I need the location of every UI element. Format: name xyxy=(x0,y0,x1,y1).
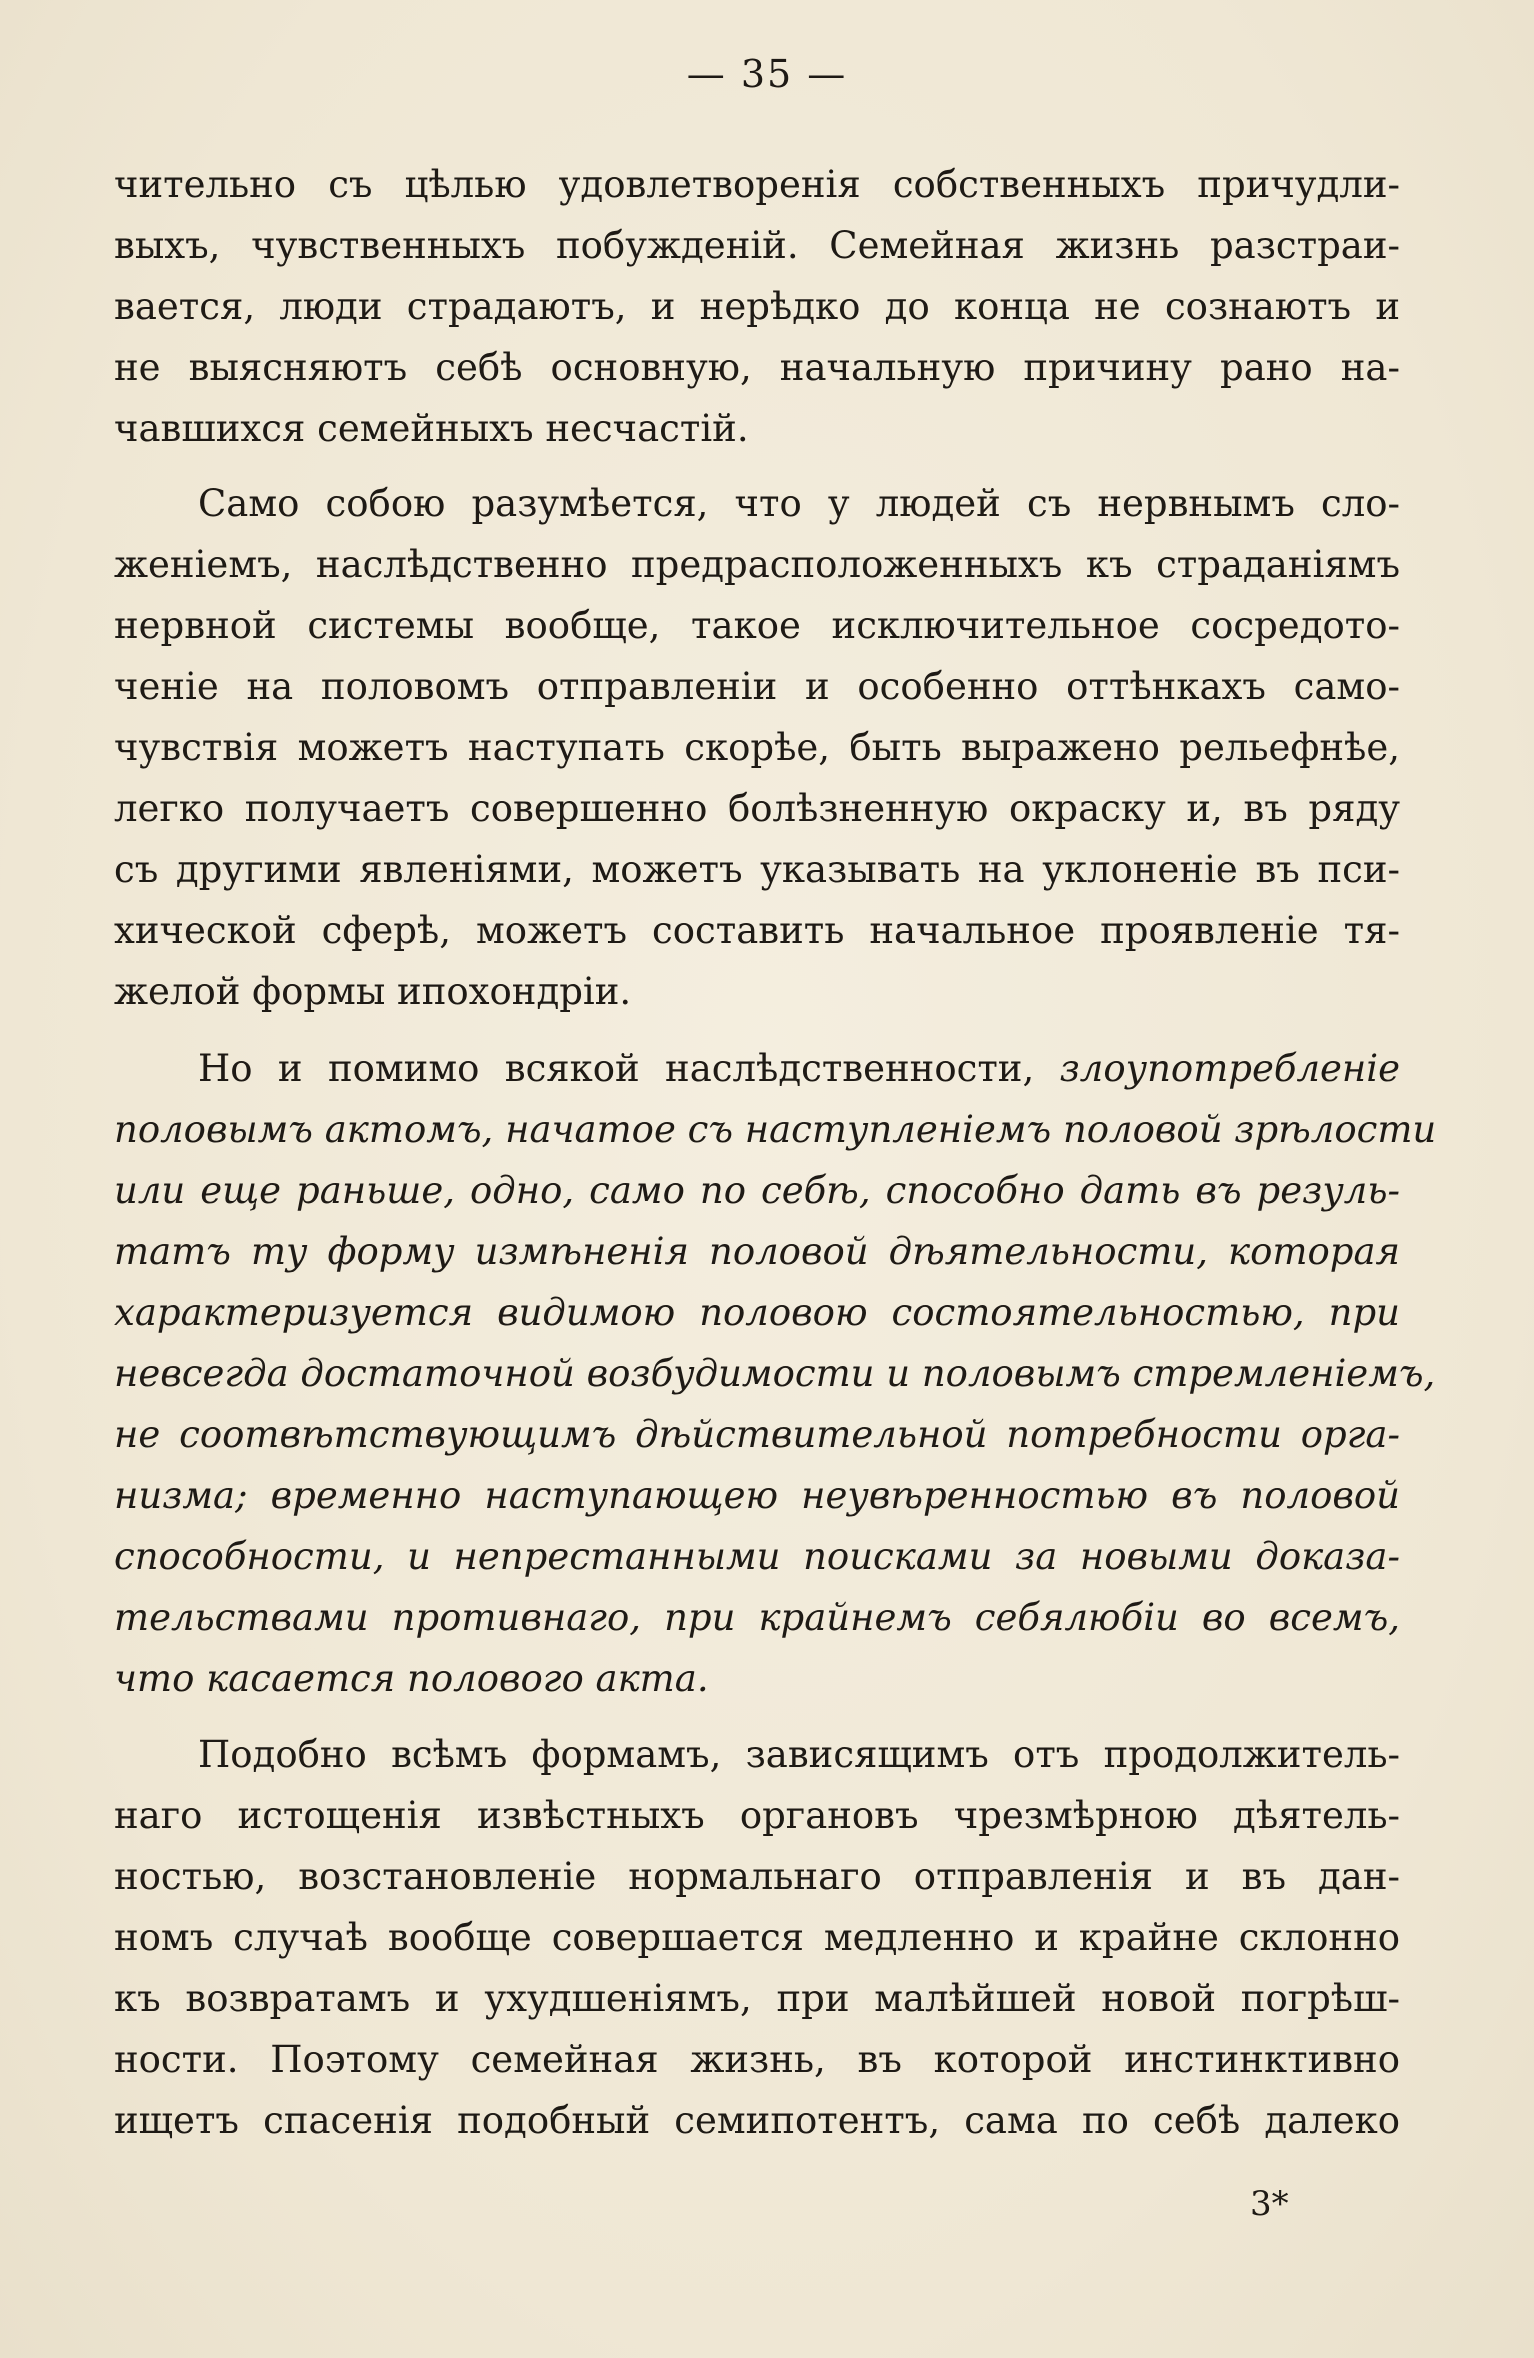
text-line: легко получаетъ совершенно болѣзненную окраску и, въ ряду xyxy=(114,787,1400,830)
text-line: къ возвратамъ и ухудшеніямъ, при малѣйшей новой погрѣш- xyxy=(114,1977,1400,2020)
italic-line: не соотвѣтствующимъ дѣйствительной потребности орга- xyxy=(114,1413,1400,1456)
italic-line: способности, и непрестанными поисками за новыми доказа- xyxy=(114,1535,1400,1578)
italic-line: тельствами противнаго, при крайнемъ себялюбіи во всемъ, xyxy=(114,1596,1400,1639)
text-line: чавшихся семейныхъ несчастій. xyxy=(114,407,749,450)
text-line: ищетъ спасенія подобный семипотентъ, сама по себѣ далеко xyxy=(114,2099,1400,2142)
paragraph-3 xyxy=(114,1038,1437,1709)
text-line: нервной системы вообще, такое исключительное сосредото- xyxy=(114,604,1400,647)
text-line: желой формы ипохондріи. xyxy=(114,970,632,1013)
roman-text: Но и помимо всякой наслѣдственности, xyxy=(198,1047,1060,1090)
text-line: Само собою разумѣется, что у людей съ нервнымъ сло- xyxy=(198,482,1400,525)
italic-line: или еще раньше, одно, само по себѣ, способно дать въ резуль- xyxy=(114,1169,1400,1212)
italic-line: что касается полового акта. xyxy=(114,1657,709,1700)
text-line: наго истощенія извѣстныхъ органовъ чрезмѣрною дѣятель- xyxy=(114,1794,1400,1837)
text-line: чительно съ цѣлью удовлетворенія собственныхъ причудли- xyxy=(114,163,1400,206)
text-line: чувствія можетъ наступать скорѣе, быть выражено рельефнѣе, xyxy=(114,726,1400,769)
text-line: женіемъ, наслѣдственно предрасположенныхъ къ страданіямъ xyxy=(114,543,1400,586)
text-line: вается, люди страдаютъ, и нерѣдко до конца не сознаютъ и xyxy=(114,285,1400,328)
page-number: — 35 — xyxy=(686,52,848,96)
text-line: съ другими явленіями, можетъ указывать на уклоненіе въ пси- xyxy=(114,848,1400,891)
italic-line: невсегда достаточной возбудимости и половымъ стремленіемъ, xyxy=(114,1352,1436,1395)
text-line: ности. Поэтому семейная жизнь, въ которой инстинктивно xyxy=(114,2038,1400,2081)
paragraph-1 xyxy=(114,154,1400,459)
paragraph-4 xyxy=(114,1724,1400,2151)
italic-text: злоупотребленіе xyxy=(1059,1047,1400,1090)
text-line: ченіе на половомъ отправленіи и особенно оттѣнкахъ само- xyxy=(114,665,1400,708)
text-line: не выясняютъ себѣ основную, начальную причину рано на- xyxy=(114,346,1400,389)
text-line: Подобно всѣмъ формамъ, зависящимъ отъ продолжитель- xyxy=(198,1733,1400,1776)
italic-line: половымъ актомъ, начатое съ наступленіемъ половой зрѣлости xyxy=(114,1108,1437,1151)
text-line: хической сферѣ, можетъ составить начальное проявленіе тя- xyxy=(114,909,1400,952)
text-line xyxy=(114,1038,1400,1099)
text-line: ностью, возстановленіе нормальнаго отправленія и въ дан- xyxy=(114,1855,1400,1898)
italic-line: татъ ту форму измѣненія половой дѣятельности, которая xyxy=(114,1230,1400,1273)
text-line: номъ случаѣ вообще совершается медленно и крайне склонно xyxy=(114,1916,1400,1959)
paragraph-2 xyxy=(114,473,1400,1022)
text-line: выхъ, чувственныхъ побужденій. Семейная жизнь разстраи- xyxy=(114,224,1400,267)
signature-mark: 3* xyxy=(1250,2184,1289,2224)
italic-line: характеризуется видимою половою состоятельностью, при xyxy=(114,1291,1400,1334)
italic-line: низма; временно наступающею неувѣренностью въ половой xyxy=(114,1474,1400,1517)
